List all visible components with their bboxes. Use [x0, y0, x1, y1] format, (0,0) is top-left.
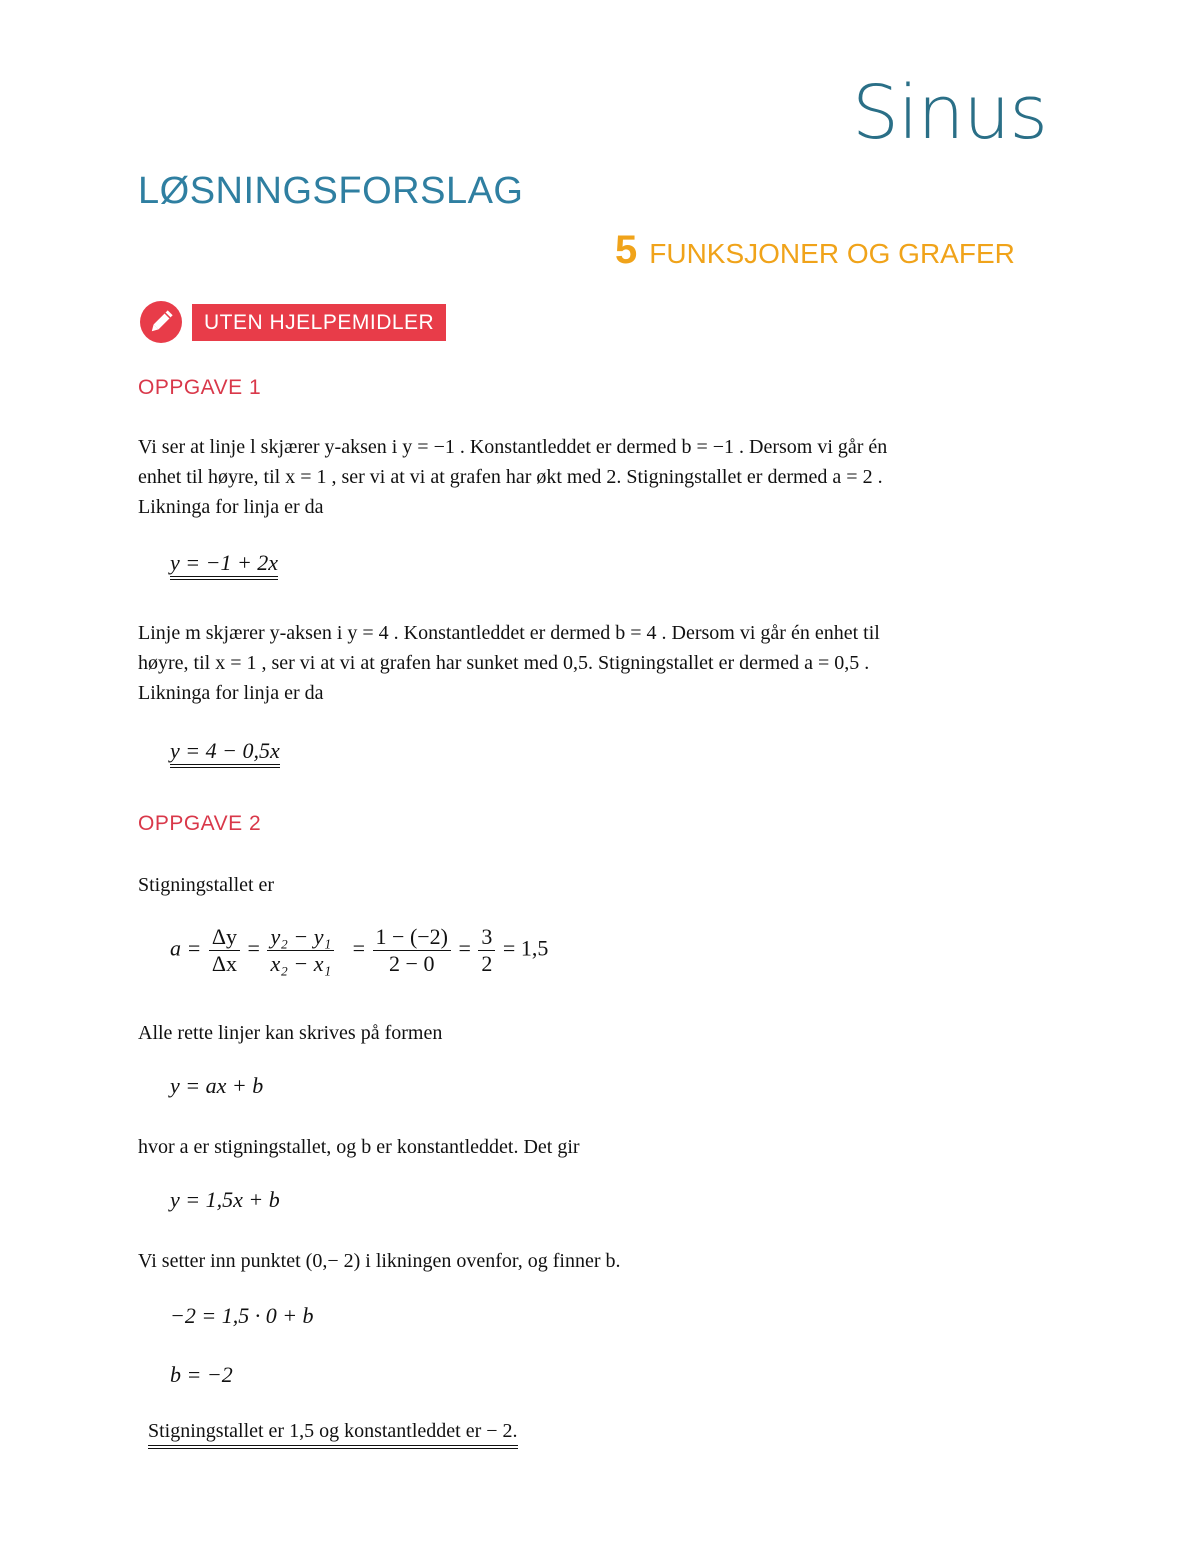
slope-result: = 1,5 [502, 935, 549, 961]
equation-line-l [170, 550, 278, 576]
text-line: Vi ser at linje l skjærer y-aksen i y = −1 . Konstantleddet er dermed b = −1 . Dersom vi går én [138, 436, 888, 458]
pencil-icon [140, 301, 182, 343]
task1-heading: OPPGAVE 1 [138, 376, 262, 399]
slope-lhs: a = [170, 935, 202, 961]
text-line: Linje m skjærer y-aksen i y = 4 . Konstantleddet er dermed b = 4 . Dersom vi går én enhet til [138, 622, 880, 644]
chapter-name: FUNKSJONER OG GRAFER [649, 238, 1015, 269]
task1-paragraph-2 [138, 618, 1038, 708]
b-equation: b = −2 [170, 1362, 233, 1387]
conclusion: Stigningstallet er 1,5 og konstantleddet er − 2. [148, 1420, 518, 1449]
text-line: høyre, til x = 1 , ser vi at vi at grafen har sunket med 0,5. Stigningstallet er dermed a = 0,5 . [138, 652, 870, 674]
substituted-equation: y = 1,5x + b [170, 1187, 280, 1212]
tools-badge: UTEN HJELPEMIDLER [192, 304, 446, 341]
task1-paragraph-1 [138, 432, 1038, 522]
fraction-result: $\frac{3}{2}$ [478, 924, 495, 977]
text-line: Likninga for linja er da [138, 496, 324, 518]
chapter-number: 5 [615, 228, 638, 272]
insert-equation: −2 = 1,5 · 0 + b [170, 1303, 314, 1328]
boxed-answer: y = 4 − 0,5x [170, 738, 280, 768]
chapter-heading [615, 228, 1015, 273]
boxed-answer: y = −1 + 2x [170, 550, 278, 580]
equation-line-m [170, 738, 280, 764]
task2-intro: Stigningstallet er [138, 874, 275, 896]
text-line: enhet til høyre, til x = 1 , ser vi at vi at grafen har økt med 2. Stigningstallet er dermed a = 2 . [138, 466, 883, 488]
line-form-text: Alle rette linjer kan skrives på formen [138, 1022, 443, 1044]
where-text: hvor a er stigningstallet, og b er konstantleddet. Det gir [138, 1136, 580, 1158]
fraction-values: $\frac{1 - (-2)}{2 - 0}$ [373, 924, 451, 977]
task2-heading: OPPGAVE 2 [138, 812, 262, 835]
sinus-logo: Sinus [852, 70, 1047, 156]
fraction-delta: $\frac{\Delta y}{\Delta x}$ [209, 924, 240, 977]
insert-point-text: Vi setter inn punktet (0,− 2) i likningen ovenfor, og finner b. [138, 1250, 621, 1272]
general-line-equation: y = ax + b [170, 1073, 264, 1098]
slope-equation: a = $\frac{\Delta y}{\Delta x}$ = $\frac{\text{y₂ − y₁}}{\text{x₂ − x₁}}$ = $\frac{1 - (-2)}{2 - 0}$ = $\frac{3}{2}$ = 1,5 [170, 924, 549, 976]
text-line: Likninga for linja er da [138, 682, 324, 704]
document-title: LØSNINGSFORSLAG [138, 170, 524, 212]
fraction-points: $\frac{\text{y₂ − y₁}}{\text{x₂ − x₁}}$ [267, 924, 334, 977]
